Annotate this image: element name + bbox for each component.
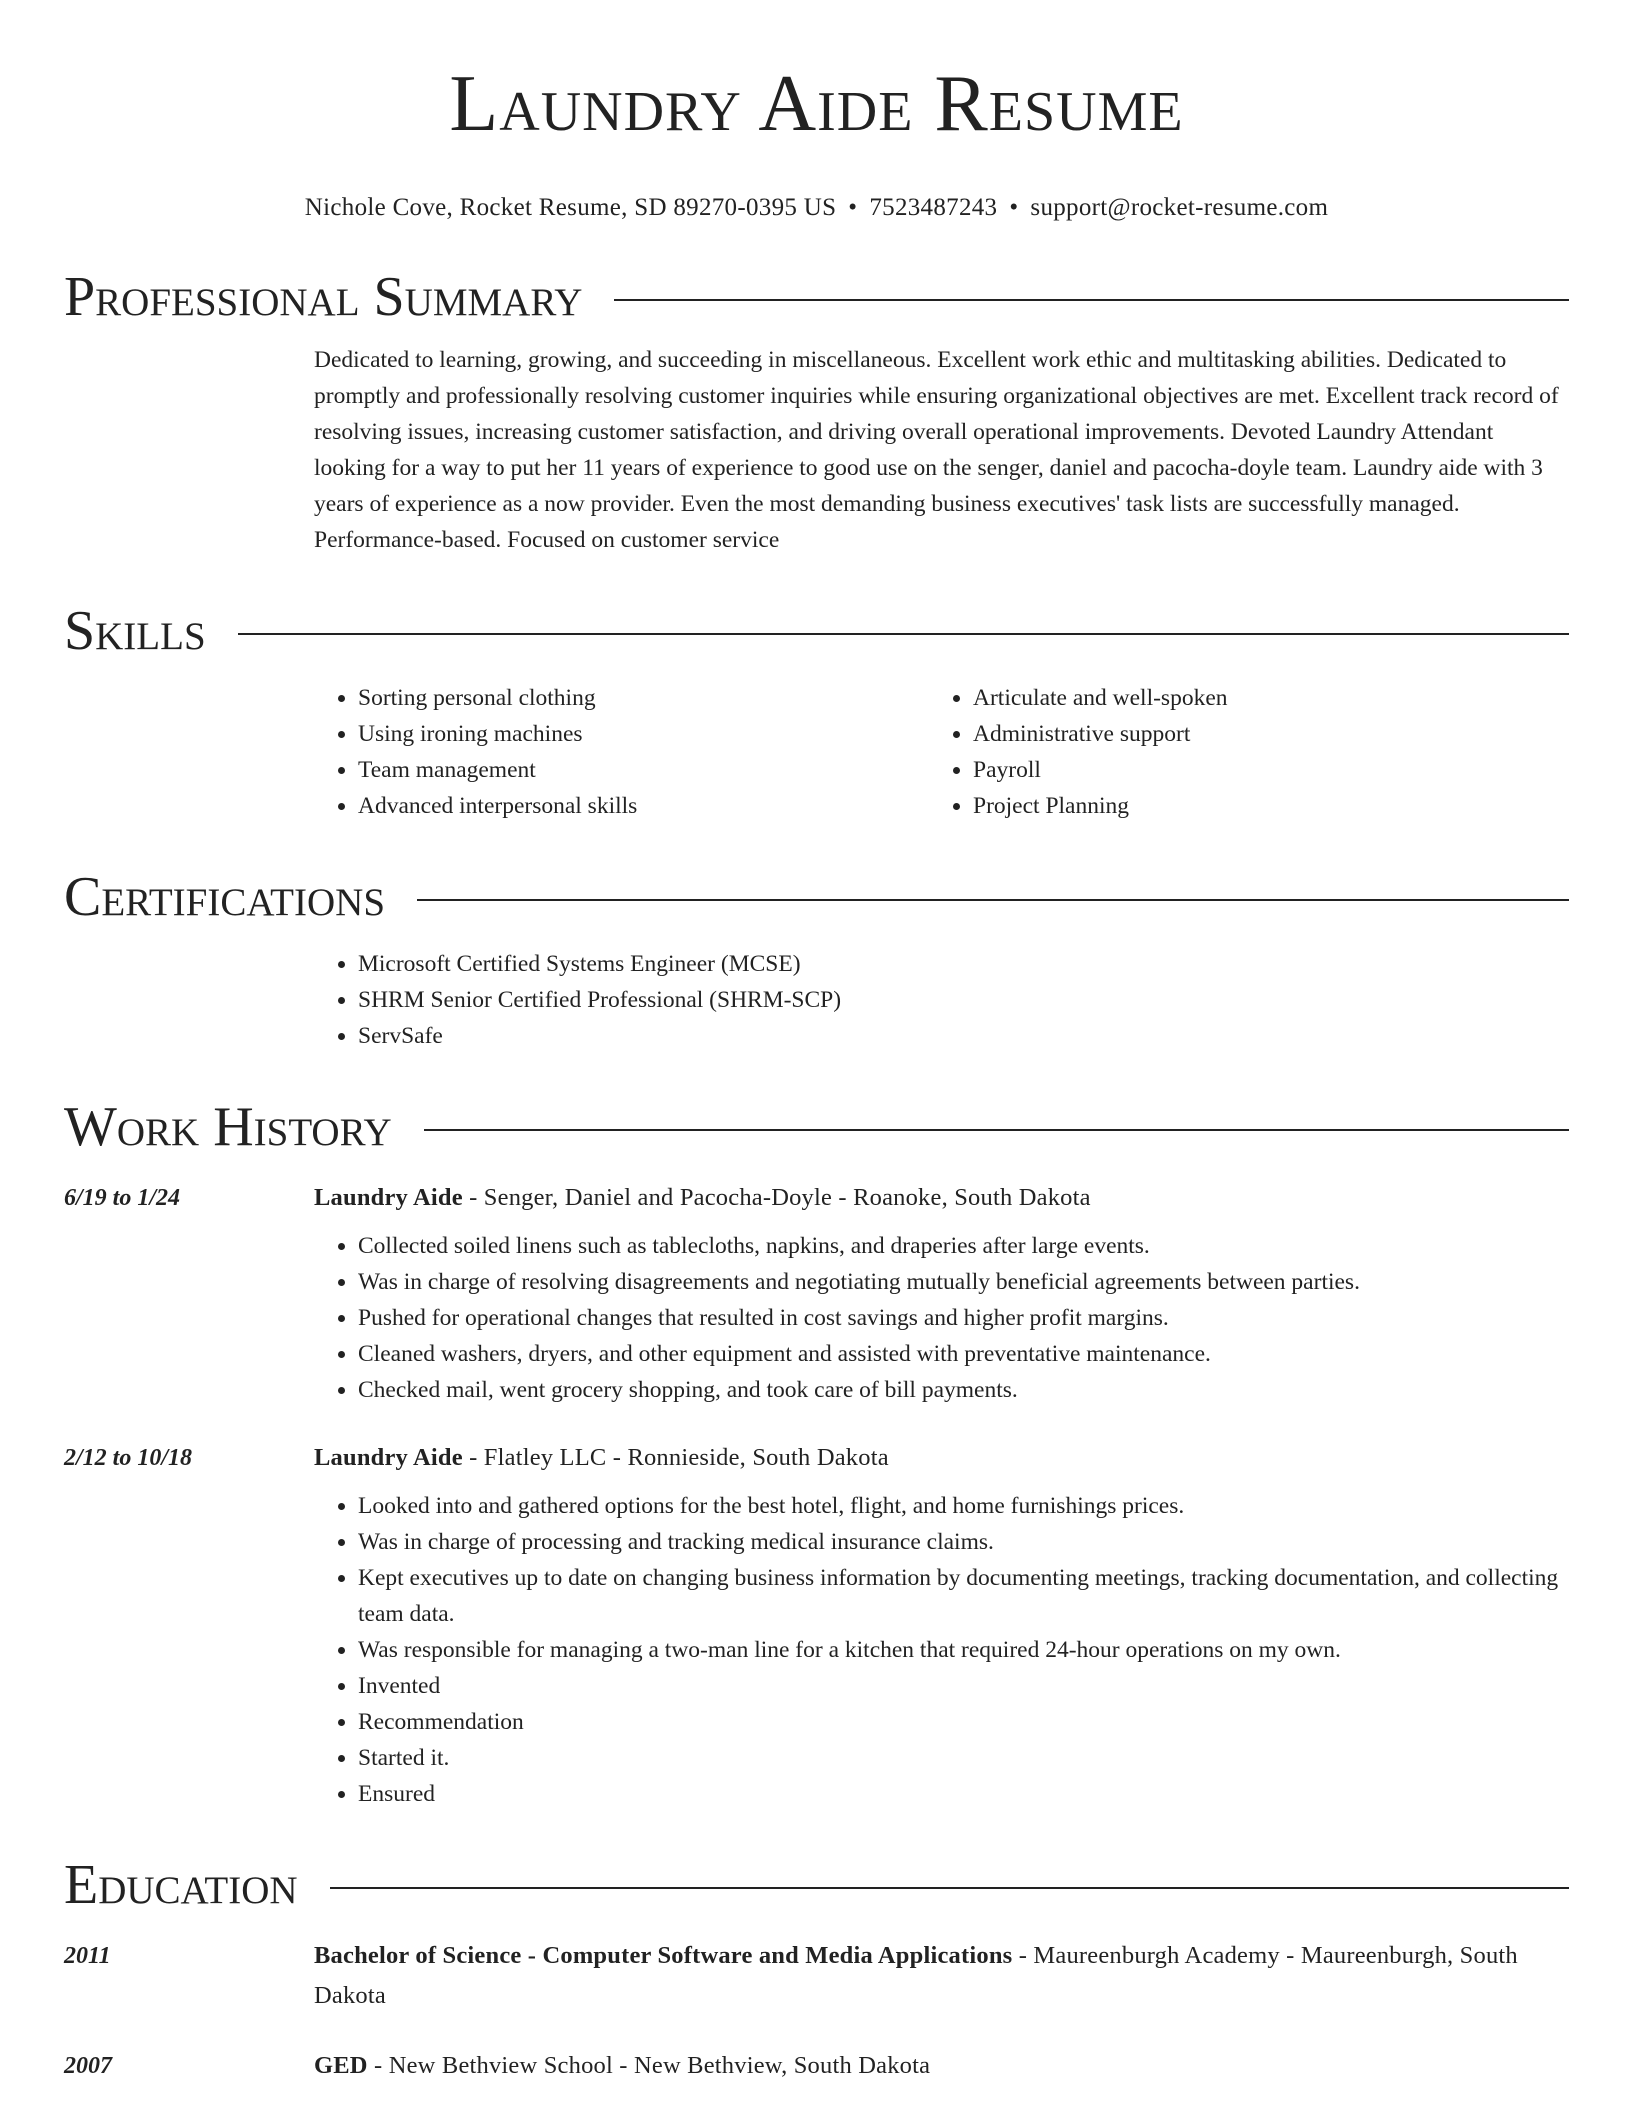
skills-column-right [929, 680, 1544, 824]
certifications-list [314, 946, 1569, 1054]
work-bullet: • Collected soiled linens such as tablecloths, napkins, and draperies after large events. [358, 1228, 1569, 1264]
skill-item: • Sorting personal clothing [358, 680, 929, 716]
work-bullet: • Checked mail, went grocery shopping, and took care of bill payments. [358, 1372, 1569, 1408]
work-bullet: • Ensured [358, 1776, 1569, 1812]
skill-item: • Team management [358, 752, 929, 788]
summary-text: Dedicated to learning, growing, and succeeding in miscellaneous. Excellent work ethic and multitasking abilities. Dedicated to promptly and professionally resolving customer inquiries while ensuring organizational objectives are met. Excellent track record of resolving issues, increasing customer satisfaction, and driving overall operational improvements. Devoted Laundry Attendant looking for a way to put her 11 years of experience to good use on the senger, daniel and pacocha-doyle team. Laundry aide with 3 years of experience as a now provider. Even the most demanding business executives' task lists are successfully managed. Performance-based. Focused on customer service [314, 347, 1559, 553]
degree-name: GED [314, 2052, 368, 2079]
contact-separator: • [1009, 194, 1019, 221]
skill-item: • Using ironing machines [358, 716, 929, 752]
work-bullet: • Looked into and gathered options for the best hotel, flight, and home furnishings prices. [358, 1488, 1569, 1524]
skills-section-header [64, 598, 1569, 664]
certification-item: • ServSafe [358, 1018, 1569, 1054]
contact-address: Nichole Cove, Rocket Resume, SD 89270-0395 US [304, 194, 837, 221]
work-bullet: • Was in charge of processing and tracking medical insurance claims. [358, 1524, 1569, 1560]
work-bullets [314, 1228, 1569, 1408]
contact-email: support@rocket-resume.com [1030, 194, 1329, 221]
work-dates: 6/19 to 1/24 [64, 1185, 181, 1211]
certifications-section-header [64, 864, 1569, 930]
certification-item: • SHRM Senior Certified Professional (SHRM-SCP) [358, 982, 1569, 1018]
education-section-header [64, 1852, 1569, 1918]
work-bullet: • Kept executives up to date on changing business information by documenting meetings, tracking documentation, and collecting team data. [358, 1560, 1569, 1632]
skills-list [314, 680, 1569, 824]
section-divider [238, 633, 1569, 635]
education-heading [314, 2046, 1569, 2086]
summary-section-header [64, 264, 1569, 330]
section-divider [330, 1887, 1569, 1889]
education-year: 2007 [64, 2053, 112, 2079]
job-title: Laundry Aide [314, 1184, 463, 1211]
skill-item: • Payroll [973, 752, 1544, 788]
work-section-header [64, 1094, 1569, 1160]
school-details: - Maureenburgh Academy - Maureenburgh, South Dakota [314, 1942, 1518, 2009]
work-bullet: • Started it. [358, 1740, 1569, 1776]
work-content [314, 1438, 1569, 1812]
education-content [314, 1936, 1569, 2016]
section-divider [614, 299, 1569, 301]
education-entry [64, 1936, 1569, 2016]
skills-section-title: Skills [64, 600, 206, 662]
work-bullet: • Was in charge of resolving disagreements and negotiating mutually beneficial agreements between parties. [358, 1264, 1569, 1300]
skill-item: • Project Planning [973, 788, 1544, 824]
work-dates: 2/12 to 10/18 [64, 1445, 193, 1471]
summary-section-title: Professional Summary [64, 266, 583, 328]
contact-separator: • [848, 194, 858, 221]
work-bullets [314, 1488, 1569, 1812]
job-details: - Flatley LLC - Ronnieside, South Dakota [462, 1444, 889, 1471]
work-bullet: • Invented [358, 1668, 1569, 1704]
work-section-title: Work History [64, 1096, 392, 1158]
work-heading [314, 1438, 1569, 1478]
skill-item: • Advanced interpersonal skills [358, 788, 929, 824]
skill-item: • Articulate and well-spoken [973, 680, 1544, 716]
education-section-title: Education [64, 1854, 298, 1916]
work-bullet: • Recommendation [358, 1704, 1569, 1740]
job-details: - Senger, Daniel and Pacocha-Doyle - Roanoke, South Dakota [462, 1184, 1091, 1211]
work-heading [314, 1178, 1569, 1218]
work-entry [64, 1438, 1569, 1812]
education-heading [314, 1936, 1569, 2016]
education-year: 2011 [64, 1943, 111, 1969]
work-entry [64, 1178, 1569, 1408]
skills-column-left [314, 680, 929, 824]
contact-line [64, 192, 1569, 224]
certifications-section-title: Certifications [64, 866, 386, 928]
education-content [314, 2046, 1569, 2086]
work-bullet: • Was responsible for managing a two-man line for a kitchen that required 24-hour operations on my own. [358, 1632, 1569, 1668]
job-title: Laundry Aide [314, 1444, 463, 1471]
school-details: - New Bethview School - New Bethview, South Dakota [367, 2052, 931, 2079]
work-content [314, 1178, 1569, 1408]
skill-item: • Administrative support [973, 716, 1544, 752]
work-bullet: • Pushed for operational changes that resulted in cost savings and higher profit margins. [358, 1300, 1569, 1336]
section-divider [424, 1129, 1569, 1131]
education-entry [64, 2046, 1569, 2086]
certification-item: • Microsoft Certified Systems Engineer (MCSE) [358, 946, 1569, 982]
section-divider [417, 899, 1569, 901]
work-bullet: • Cleaned washers, dryers, and other equipment and assisted with preventative maintenance. [358, 1336, 1569, 1372]
degree-name: Bachelor of Science - Computer Software and Media Applications [314, 1942, 1013, 1969]
resume-title: Laundry Aide Resume [449, 60, 1184, 148]
contact-phone: 7523487243 [869, 194, 998, 221]
